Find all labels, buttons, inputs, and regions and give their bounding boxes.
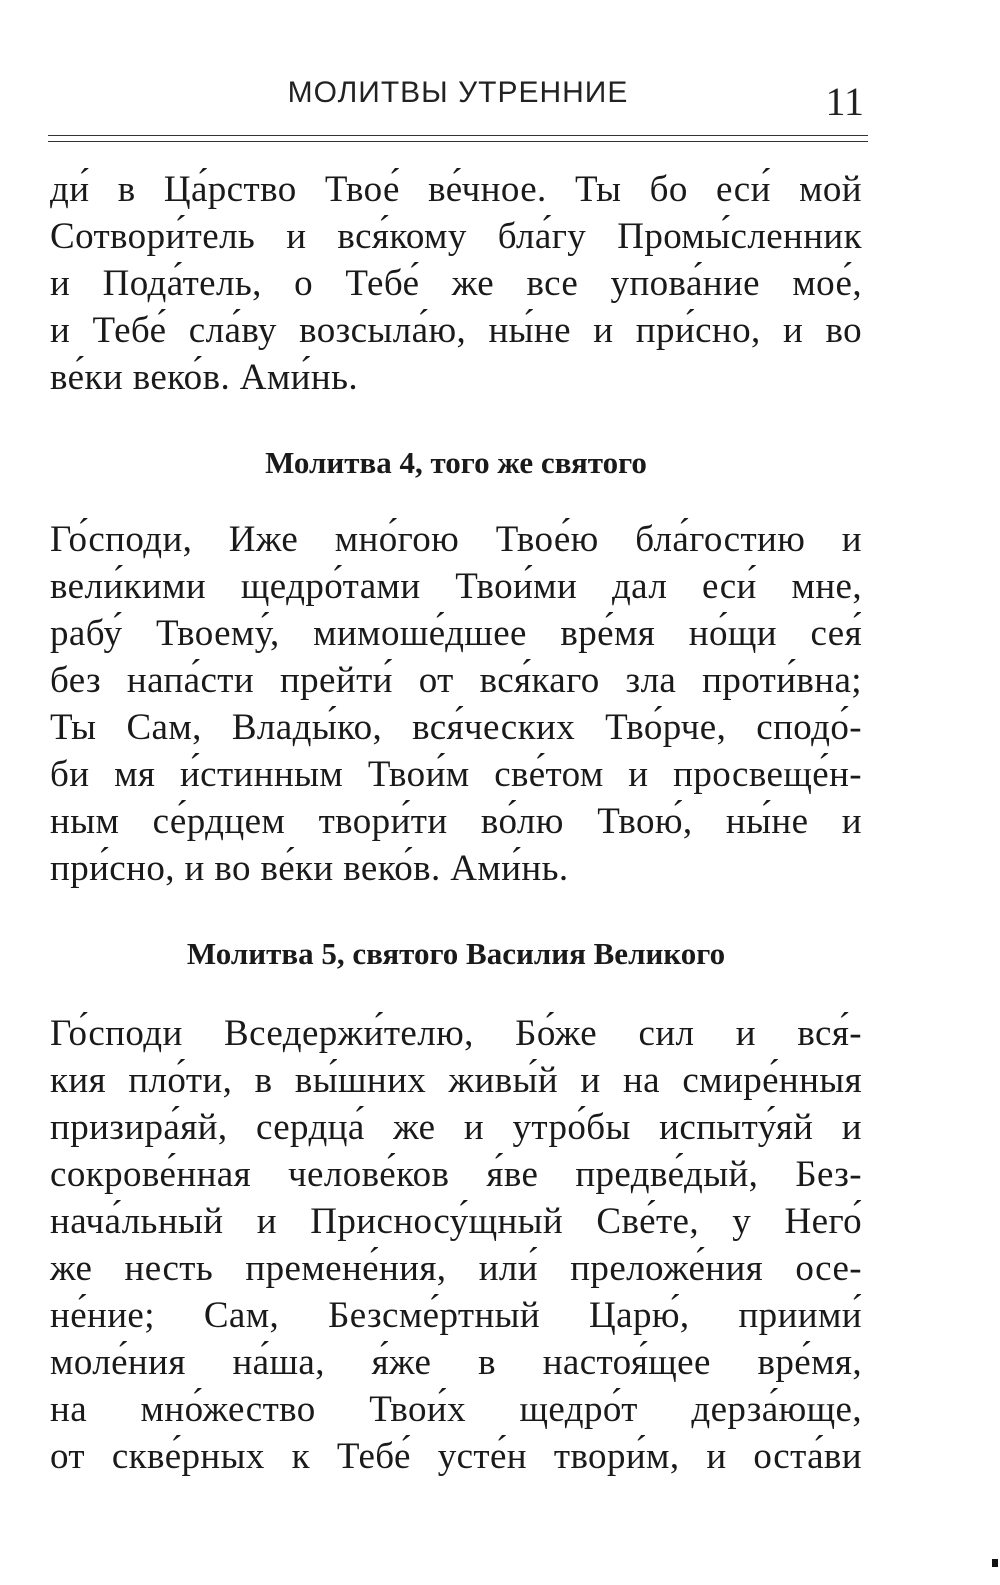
text-line: и Тебе́ сла́ву возсыла́ю, ны́не и при́сно, и во — [50, 310, 862, 351]
prayer-4-heading: Молитва 4, того же святого — [265, 445, 647, 480]
text-line: не́ние; Сам, Безсме́ртный Царю́, приими́ — [50, 1295, 862, 1336]
text-line: при́сно, и во ве́ки веко́в. Ами́нь. — [50, 848, 569, 889]
text-line: сокрове́нная челове́ков я́ве предве́дый, Без- — [50, 1154, 862, 1195]
text-line: Го́споди Вседержи́телю, Бо́же сил и вся́- — [50, 1013, 862, 1054]
paragraph-continuation — [50, 166, 862, 401]
text-line: кия пло́ти, в вы́шних живы́й и на смире́нныя — [50, 1060, 862, 1101]
text-line: Сотвори́тель и вся́кому бла́гу Промы́сленник — [50, 216, 862, 257]
text-line: Ты Сам, Влады́ко, вся́ческих Тво́рче, сподо́- — [50, 707, 862, 748]
text-line: Го́споди, Иже мно́гою Твое́ю бла́гостию и — [50, 519, 862, 560]
text-line: же несть премене́ния, или́ преложе́ния осе- — [50, 1248, 862, 1289]
text-line: и Пода́тель, о Тебе́ же все упова́ние мое́, — [50, 263, 862, 304]
text-line: нача́льный и Присносу́щный Све́те, у Него́ — [50, 1201, 862, 1242]
page-number: 11 — [825, 79, 864, 124]
prayer-5-text — [50, 1010, 862, 1480]
header-rule-top — [48, 135, 868, 136]
text-line: би мя и́стинным Твои́м све́том и просвеще́н- — [50, 754, 862, 795]
running-header — [48, 76, 868, 126]
text-line: призира́яй, сердца́ же и утро́бы испыту́яй и — [50, 1107, 862, 1148]
text-line: ди́ в Ца́рство Твое́ ве́чное. Ты бо еси́ мой — [50, 169, 862, 210]
prayer-5-heading: Молитва 5, святого Василия Великого — [186, 936, 726, 971]
text-line: ным се́рдцем твори́ти во́лю Твою́, ны́не и — [50, 801, 862, 842]
text-line: без напа́сти прейти́ от вся́каго зла проти́вна; — [50, 660, 862, 701]
scan-corner-mark — [992, 1559, 998, 1567]
header-rule-bottom — [48, 141, 868, 142]
text-line: от скве́рных к Тебе́ усте́н твори́м, и оста́ви — [50, 1436, 862, 1477]
running-title: МОЛИТВЫ УТРЕННИЕ — [287, 76, 629, 109]
text-line: моле́ния на́ша, я́же в настоя́щее вре́мя, — [50, 1342, 862, 1383]
prayer-4-text — [50, 516, 862, 892]
text-line: вели́кими щедро́тами Твои́ми дал еси́ мне, — [50, 566, 862, 607]
text-line: ве́ки веко́в. Ами́нь. — [50, 357, 359, 398]
text-line: на мно́жество Твои́х щедро́т дерза́юще, — [50, 1389, 862, 1430]
text-line: рабу́ Твоему́, мимоше́дшее вре́мя но́щи сея́ — [50, 613, 862, 654]
